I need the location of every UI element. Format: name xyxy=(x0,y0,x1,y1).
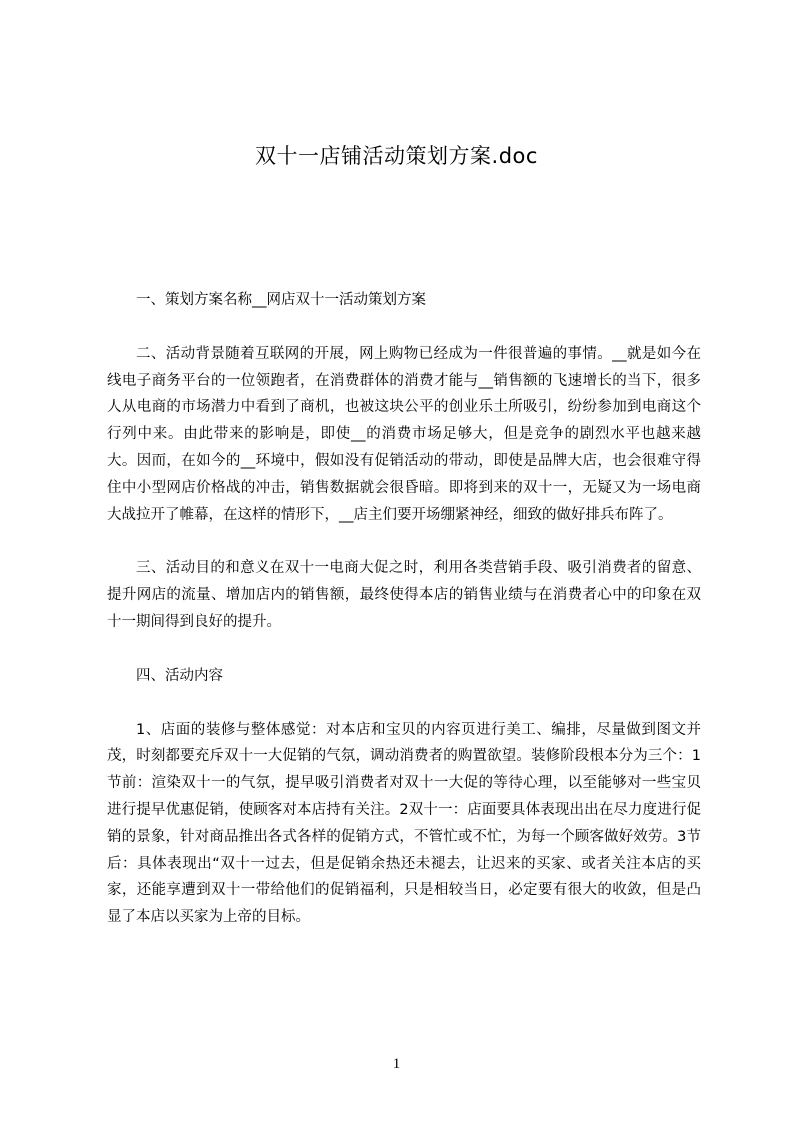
document-title: 双十一店铺活动策划方案.doc xyxy=(255,144,538,168)
paragraph-background: 二、活动背景随着互联网的开展，网上购物已经成为一件很普遍的事情。__就是如今在线电子商务平台的一位领跑者，在消费群体的消费才能与__销售额的飞速增长的当下，很多人从电商的市场潜力中看到了商机，也被这块公平的创业乐土所吸引，纷纷参加到电商这个行列中来。由此带来的影响是，即使__的消费市场足够大，但是竞争的剧烈水平也越来越大。因而，在如今的__环境中，假如没有促销活动的带动，即使是品牌大店，也会很难守得住中小型网店价格战的冲击，销售数据就会很昏暗。即将到来的双十一，无疑又为一场电商大战拉开了帷幕，在这样的情形下，__店主们要开场绷紧神经，细致的做好排兵布阵了。 xyxy=(107,345,701,523)
paragraph-plan-name: 一、策划方案名称__网店双十一活动策划方案 xyxy=(136,292,426,308)
paragraph-purpose: 三、活动目的和意义在双十一电商大促之时，利用各类营销手段、吸引消费者的留意、提升网店的流量、增加店内的销售额，最终使得本店的销售业绩与在消费者心中的印象在双十一期间得到良好的提升。 xyxy=(107,560,701,630)
document-body xyxy=(107,287,701,958)
paragraph-store-decoration: 1、店面的装修与整体感觉：对本店和宝贝的内容页进行美工、编排，尽量做到图文并茂，时刻都要充斥双十一大促销的气氛，调动消费者的购置欲望。装修阶段根本分为三个：1节前：渲染双十一的气氛，提早吸引消费者对双十一大促的等待心理，以至能够对一些宝贝进行提早优惠促销，使顾客对本店持有关注。2双十一：店面要具体表现出出在尽力度进行促销的景象，针对商品推出各式各样的促销方式，不管忙或不忙，为每一个顾客做好效劳。3节后：具体表现出“双十一过去，但是促销余热还未褪去，让迟来的买家、或者关注本店的买家，还能享遭到双十一带给他们的促销福利，只是相较当日，必定要有很大的收敛，但是凸显了本店以买家为上帝的目标。 xyxy=(107,721,701,926)
page-number: 1 xyxy=(392,1056,401,1072)
paragraph-content-heading: 四、活动内容 xyxy=(136,667,223,684)
